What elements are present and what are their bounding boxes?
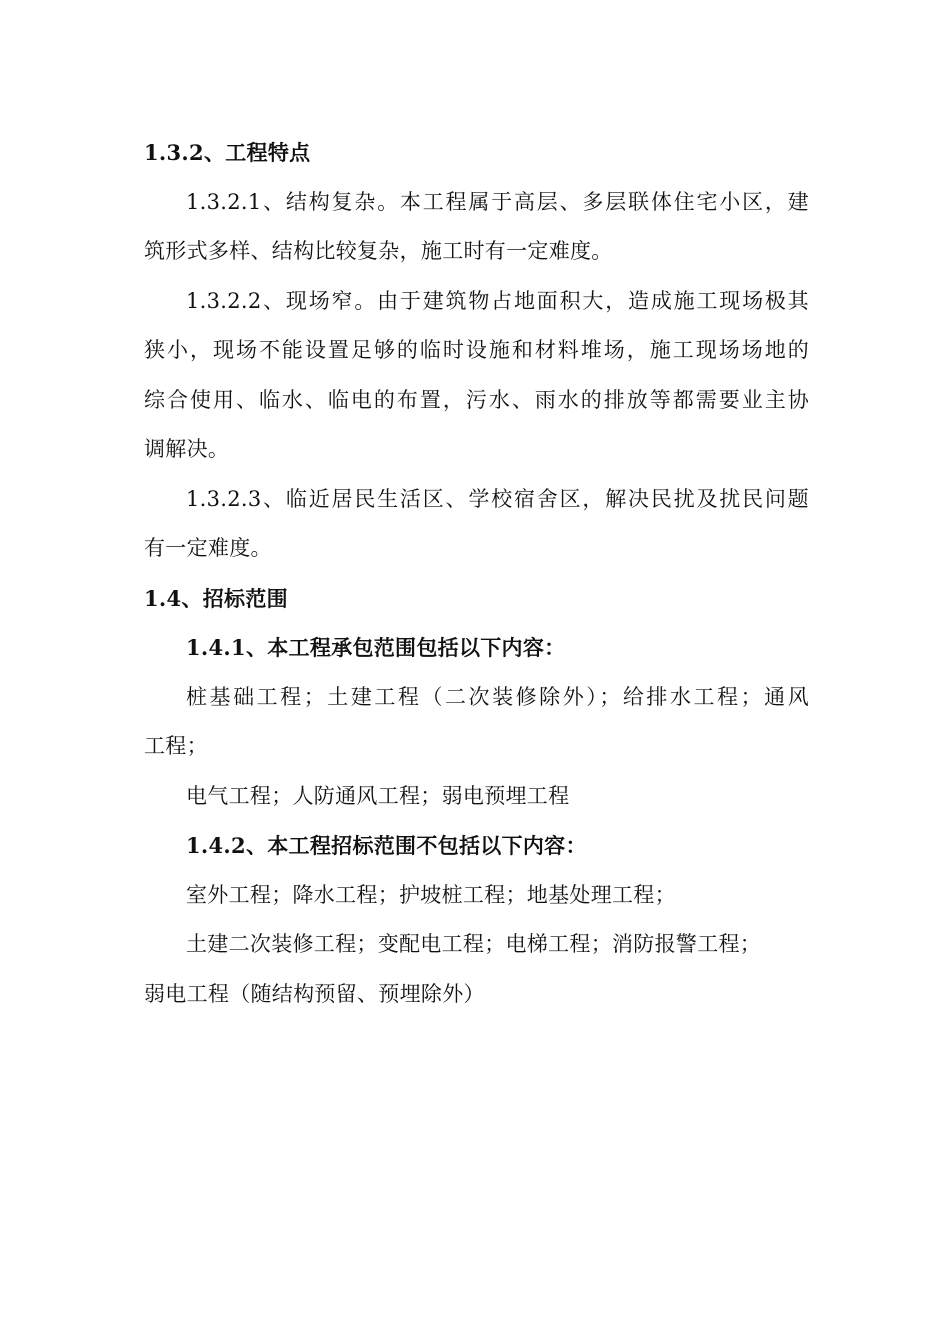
paragraph-line: 工程；	[144, 734, 208, 758]
paragraph-line: 狭小，现场不能设置足够的临时设施和材料堆场，施工现场场地的	[144, 338, 809, 362]
paragraph-1-3-2-2	[144, 277, 809, 475]
paragraph-line: 综合使用、临水、临电的布置，污水、雨水的排放等都需要业主协	[144, 387, 809, 412]
subsection-heading-1-4-1: 1.4.1、本工程承包范围包括以下内容：	[186, 635, 566, 660]
subsection-heading-1-4-2: 1.4.2、本工程招标范围不包括以下内容：	[186, 833, 587, 858]
paragraph-scope-included-electrical: 电气工程；人防通风工程；弱电预埋工程	[186, 783, 570, 808]
paragraph-scope-included	[144, 673, 809, 772]
paragraph-1-3-2-1	[144, 178, 809, 277]
paragraph-line: 调解决。	[144, 437, 230, 461]
paragraph-line: 桩基础工程；土建工程（二次装修除外）；给排水工程；通风	[186, 684, 809, 709]
paragraph-line: 弱电工程（随结构预留、预埋除外）	[144, 981, 485, 1006]
paragraph-line: 土建二次装修工程；变配电工程；电梯工程；消防报警工程；	[186, 932, 762, 956]
paragraph-line: 筑形式多样、结构比较复杂，施工时有一定难度。	[144, 239, 613, 263]
paragraph-line: 有一定难度。	[144, 536, 272, 560]
section-heading-1-3-2: 1.3.2、工程特点	[144, 140, 311, 165]
paragraph-line: 1.3.2.2、现场窄。由于建筑物占地面积大，造成施工现场极其	[186, 288, 809, 313]
paragraph-1-3-2-3	[144, 475, 809, 574]
paragraph-line: 1.3.2.3、临近居民生活区、学校宿舍区，解决民扰及扰民问题	[186, 486, 809, 511]
document-body	[144, 128, 809, 1019]
paragraph-scope-excluded-1: 室外工程；降水工程；护坡桩工程；地基处理工程；	[186, 882, 676, 907]
paragraph-line: 1.3.2.1、结构复杂。本工程属于高层、多层联体住宅小区，建	[186, 189, 809, 214]
section-heading-1-4: 1.4、招标范围	[144, 585, 288, 611]
paragraph-scope-excluded-2	[144, 920, 809, 1019]
